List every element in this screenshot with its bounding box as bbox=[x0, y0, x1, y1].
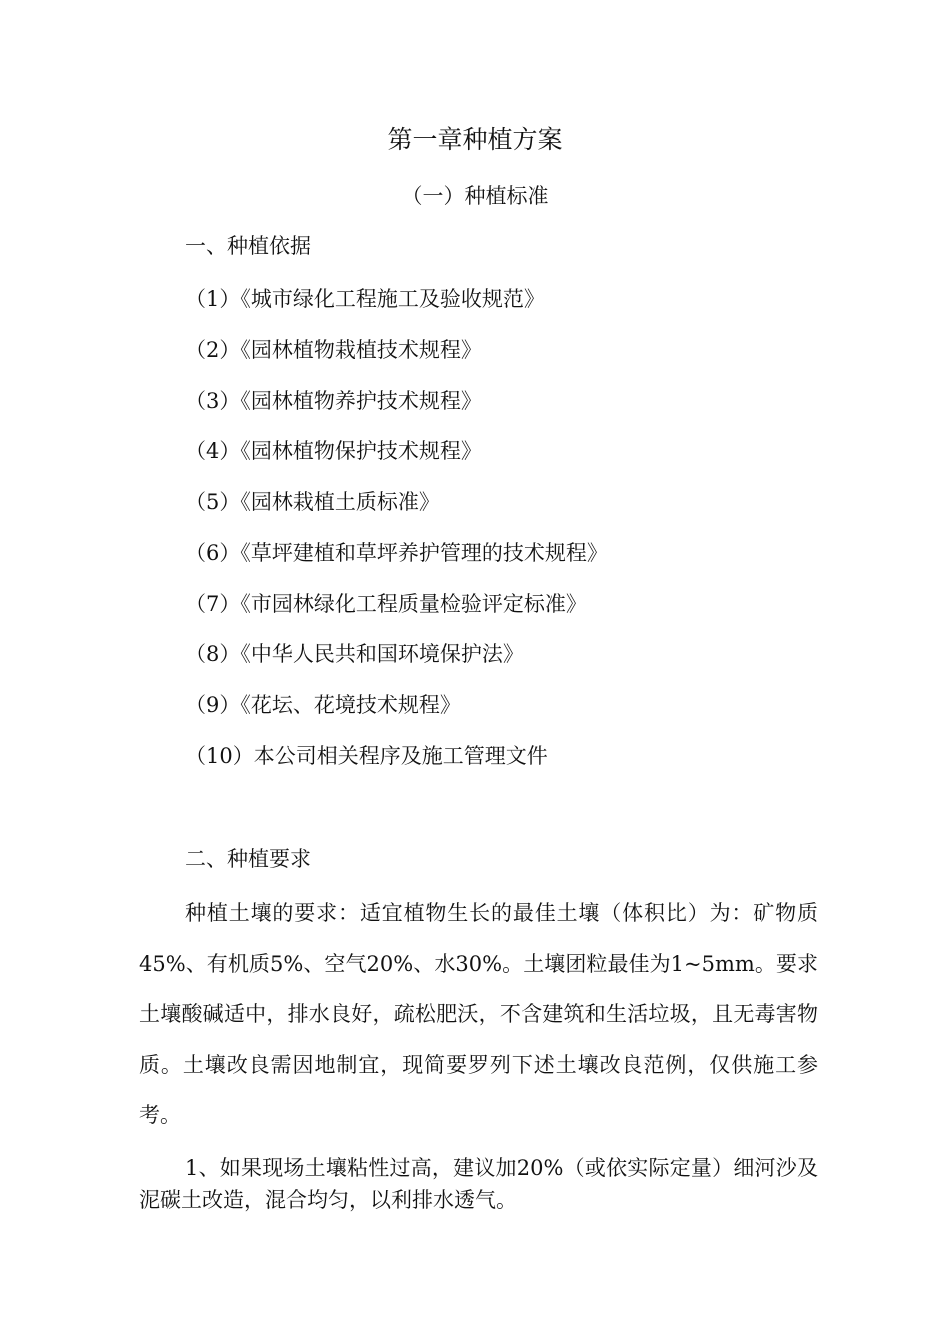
basis-list-item: （9）《花坛、花境技术规程》 bbox=[185, 693, 461, 717]
basis-list-item: （8）《中华人民共和国环境保护法》 bbox=[185, 642, 524, 666]
basis-list-item: （10）本公司相关程序及施工管理文件 bbox=[185, 744, 548, 768]
basis-list-item: （1）《城市绿化工程施工及验收规范》 bbox=[185, 287, 545, 311]
section1-heading: 一、种植依据 bbox=[185, 234, 311, 258]
basis-list-item: （5）《园林栽植土质标准》 bbox=[185, 490, 440, 514]
soil-requirements-paragraph: 种植土壤的要求：适宜植物生长的最佳土壤（体积比）为：矿物质45%、有机质5%、空气20%、水30%。土壤团粒最佳为1~5mm。要求土壤酸碱适中，排水良好，疏松肥沃，不含建筑和生活垃圾，且无毒害物质。土壤改良需因地制宜，现简要罗列下述土壤改良范例，仅供施工参考。 bbox=[139, 901, 818, 1127]
basis-list-item: （2）《园林植物栽植技术规程》 bbox=[185, 338, 482, 362]
basis-list-item: （3）《园林植物养护技术规程》 bbox=[185, 389, 482, 413]
chapter-title: 第一章种植方案 bbox=[387, 125, 563, 154]
basis-list-item: （7）《市园林绿化工程质量检验评定标准》 bbox=[185, 592, 587, 616]
section2-heading: 二、种植要求 bbox=[185, 847, 311, 871]
basis-list-item: （4）《园林植物保护技术规程》 bbox=[185, 439, 482, 463]
soil-improvement-paragraph: 1、如果现场土壤粘性过高，建议加20%（或依实际定量）细河沙及泥碳土改造，混合均匀，以利排水透气。 bbox=[139, 1156, 818, 1212]
basis-list-item: （6）《草坪建植和草坪养护管理的技术规程》 bbox=[185, 541, 608, 565]
section-subtitle: （一）种植标准 bbox=[401, 184, 549, 208]
